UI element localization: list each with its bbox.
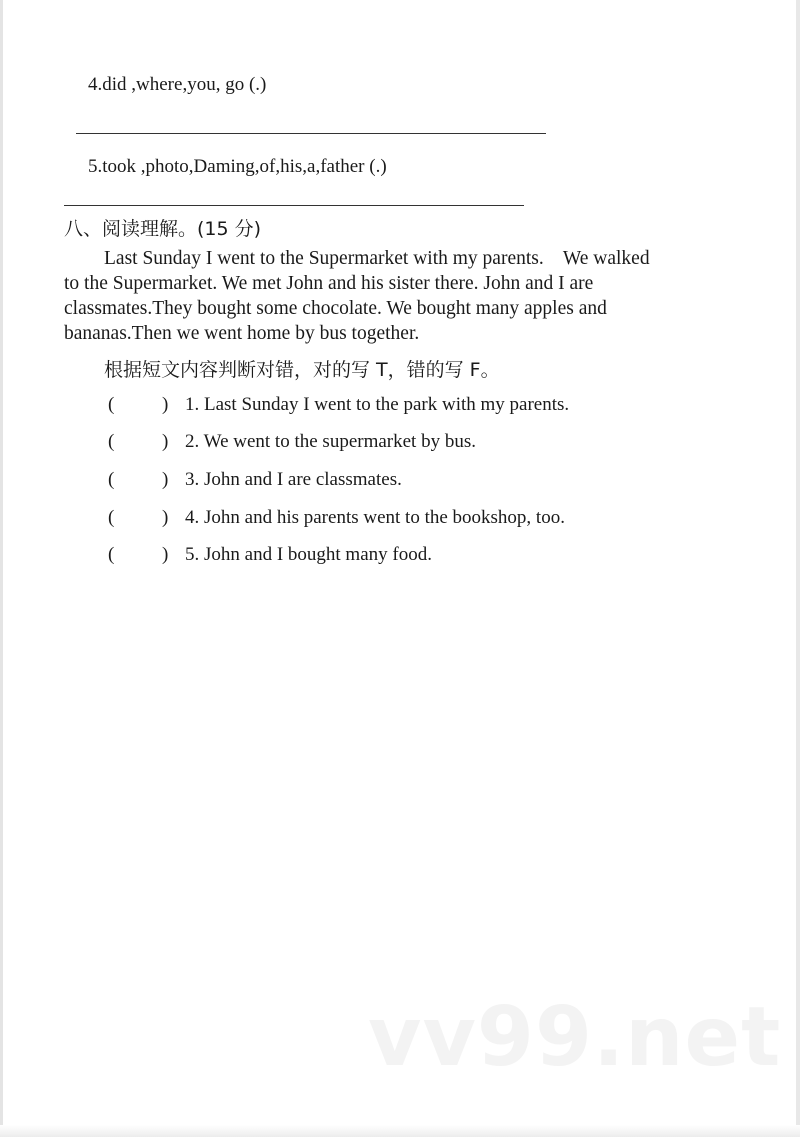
instruction: 根据短文内容判断对错，对的写 T，错的写 F。 [104,359,500,381]
tf-statement: 2. We went to the supermarket by bus. [185,431,476,452]
reading-passage [64,246,724,346]
question-5: 5.took ,photo,Daming,of,his,a,father (.) [88,156,387,177]
answer-blank-open[interactable]: ( [108,507,115,528]
answer-blank-open[interactable]: ( [108,544,115,565]
answer-blank-close: ) [162,394,169,415]
passage-line: bananas.Then we went home by bus together. [64,323,420,344]
passage-line: to the Supermarket. We met John and his sister there. John and I are [64,273,594,294]
tf-statement: 4. John and his parents went to the bookshop, too. [185,507,565,528]
answer-blank-close: ) [162,507,169,528]
answer-blank-close: ) [162,431,169,452]
passage-line: classmates.They bought some chocolate. We bought many apples and [64,298,607,319]
answer-blank-close: ) [162,544,169,565]
tf-statement: 3. John and I are classmates. [185,469,402,490]
section-title: 八、阅读理解。(15 分) [64,218,262,240]
page-bottom-edge [0,1125,800,1137]
page-edge [796,0,800,1137]
answer-blank-open[interactable]: ( [108,431,115,452]
answer-blank-open[interactable]: ( [108,469,115,490]
answer-blank-open[interactable]: ( [108,394,115,415]
answer-blank-close: ) [162,469,169,490]
watermark: vv99.net [368,990,782,1085]
page-edge [0,0,3,1137]
answer-line-4 [76,133,546,134]
tf-statement: 5. John and I bought many food. [185,544,432,565]
answer-line-5 [64,205,524,206]
question-4: 4.did ,where,you, go (.) [88,74,267,95]
tf-statement: 1. Last Sunday I went to the park with my parents. [185,394,570,415]
passage-line: Last Sunday I went to the Supermarket with my parents. We walked [104,248,650,269]
